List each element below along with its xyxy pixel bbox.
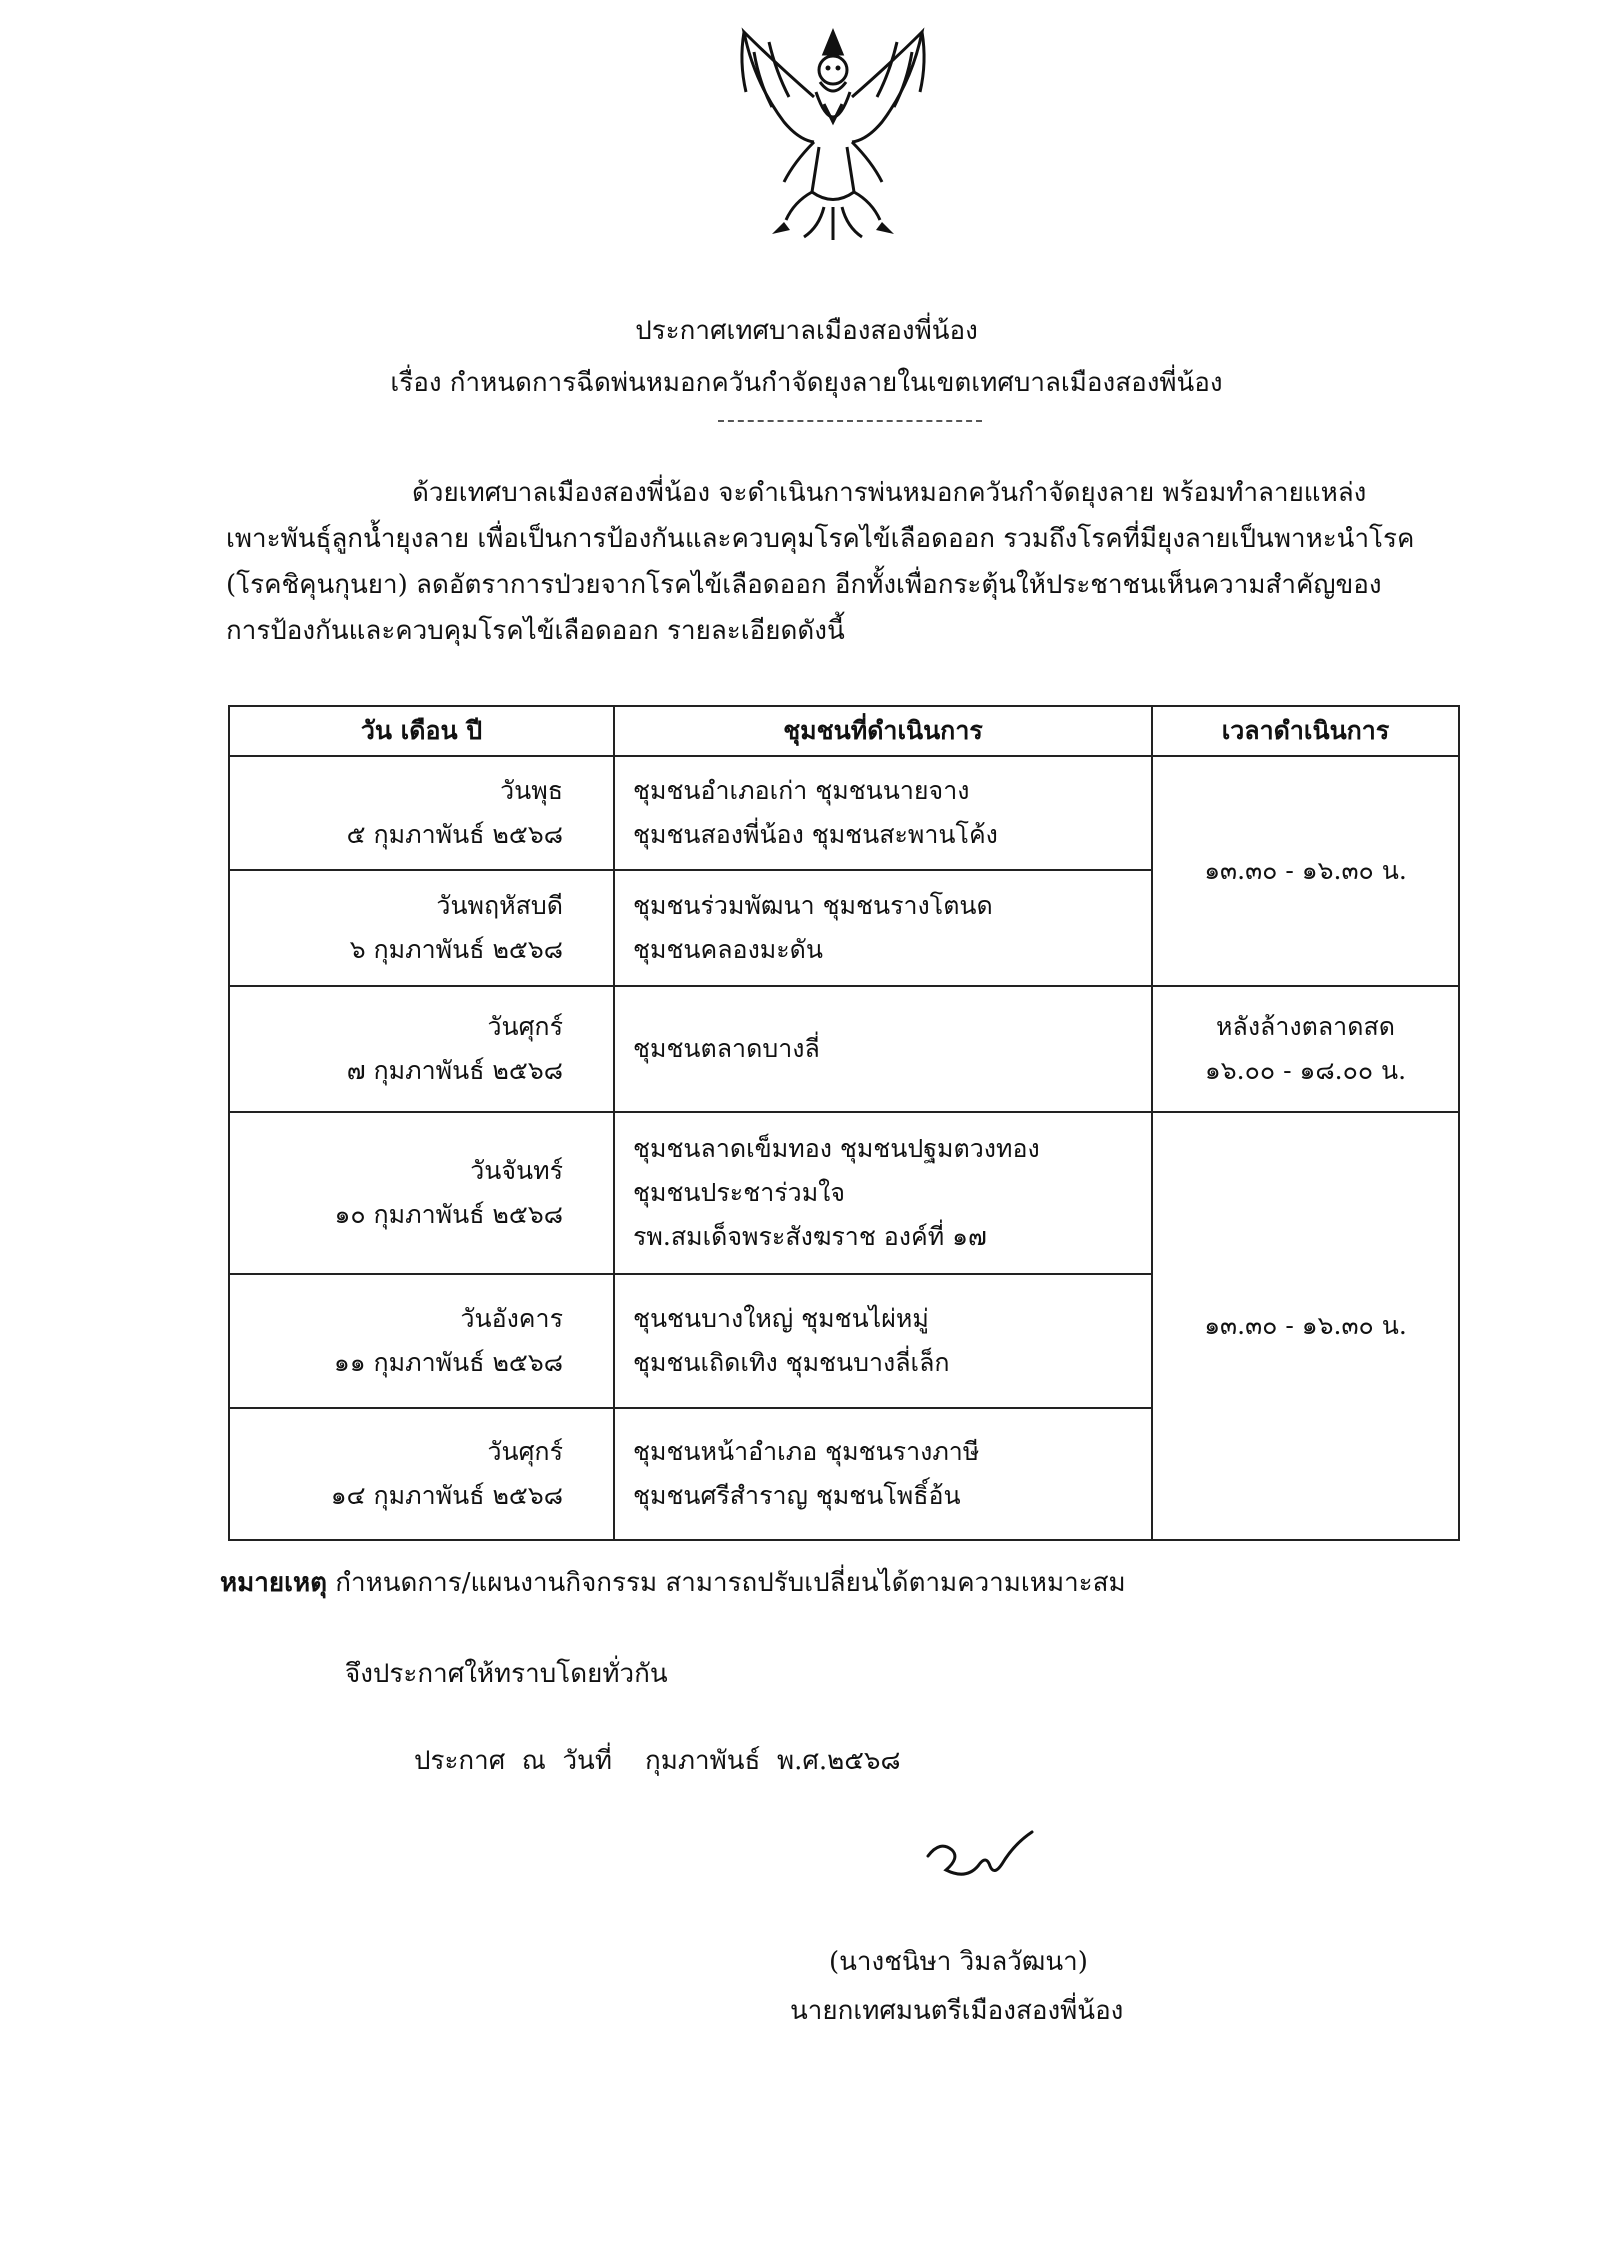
- community-line: ชุมชนลาดเข็มทอง ชุมชนปฐมตวงทอง: [633, 1134, 1040, 1163]
- body-line: (โรคชิคุนกุนยา) ลดอัตราการป่วยจากโรคไข้เลือดออก อีกทั้งเพื่อกระตุ้นให้ประชาชนเห็นความสำคัญของ: [226, 570, 1382, 600]
- day-name: วันศุกร์: [487, 1012, 563, 1041]
- community-line: ชุมชนอำเภอเก่า ชุมชนนายจาง: [633, 776, 970, 805]
- column-header-time: เวลาดำเนินการ: [1152, 706, 1459, 756]
- schedule-table: [228, 705, 1460, 1541]
- table-header-row: [229, 706, 1459, 756]
- community-cell: [614, 1408, 1152, 1540]
- date-cell: [229, 870, 614, 986]
- date-cell: [229, 986, 614, 1112]
- column-header-community: ชุมชนที่ดำเนินการ: [614, 706, 1152, 756]
- community-cell: [614, 986, 1152, 1112]
- announcement-subject: เรื่อง กำหนดการฉีดพ่นหมอกควันกำจัดยุงลายในเขตเทศบาลเมืองสองพี่น้อง: [390, 368, 1223, 398]
- announcement-title: ประกาศเทศบาลเมืองสองพี่น้อง: [635, 316, 978, 346]
- date-value: ๗ กุมภาพันธ์ ๒๕๖๘: [346, 1056, 563, 1085]
- time-value: ๑๓.๓๐ - ๑๖.๓๐ น.: [1204, 856, 1407, 885]
- community-cell: [614, 756, 1152, 870]
- signer-position: นายกเทศมนตรีเมืองสองพี่น้อง: [790, 1996, 1124, 2026]
- date-cell: [229, 1408, 614, 1540]
- community-line: ชุมชนคลองมะดัน: [633, 935, 824, 964]
- day-name: วันศุกร์: [487, 1437, 563, 1466]
- community-cell: [614, 870, 1152, 986]
- community-line: ชุมชนร่วมพัฒนา ชุมชนรางโตนด: [633, 891, 993, 920]
- day-name: วันพุธ: [500, 776, 563, 805]
- remark-text: กำหนดการ/แผนงานกิจกรรม สามารถปรับเปลี่ยนได้ตามความเหมาะสม: [327, 1568, 1126, 1598]
- date-cell: [229, 756, 614, 870]
- date-cell: [229, 1274, 614, 1408]
- date-value: ๕ กุมภาพันธ์ ๒๕๖๘: [346, 820, 563, 849]
- time-value: ๑๓.๓๐ - ๑๖.๓๐ น.: [1204, 1311, 1407, 1340]
- day-name: วันจันทร์: [470, 1156, 563, 1185]
- community-line: ชุมชนหน้าอำเภอ ชุมชนรางภาษี: [633, 1437, 980, 1466]
- community-line: รพ.สมเด็จพระสังฆราช องค์ที่ ๑๗: [633, 1222, 987, 1251]
- date-value: ๑๑ กุมภาพันธ์ ๒๕๖๘: [333, 1348, 563, 1377]
- community-line: ชุมชนศรีสำราญ ชุมชนโพธิ์อ้น: [633, 1481, 961, 1510]
- community-line: ชุมชนสองพี่น้อง ชุมชนสะพานโค้ง: [633, 820, 998, 849]
- community-line: ชุมชนตลาดบางลี่: [633, 1034, 820, 1063]
- community-line: ชุนชนบางใหญ่ ชุมชนไผ่หมู่: [633, 1304, 929, 1333]
- body-line: เพาะพันธุ์ลูกน้ำยุงลาย เพื่อเป็นการป้องกันและควบคุมโรคไข้เลือดออก รวมถึงโรคที่มียุงลายเป็นพาหะนำโรค: [226, 524, 1415, 554]
- community-cell: [614, 1274, 1152, 1408]
- time-value: ๑๖.๐๐ - ๑๘.๐๐ น.: [1204, 1056, 1407, 1085]
- remark-label: หมายเหตุ: [220, 1568, 328, 1598]
- date-cell: [229, 1112, 614, 1274]
- date-value: ๖ กุมภาพันธ์ ๒๕๖๘: [349, 935, 563, 964]
- day-name: วันพฤหัสบดี: [436, 891, 563, 920]
- time-cell: [1152, 1112, 1459, 1540]
- divider: [718, 420, 982, 422]
- table-row: [229, 986, 1459, 1112]
- body-line: การป้องกันและควบคุมโรคไข้เลือดออก รายละเอียดดังนี้: [226, 616, 845, 646]
- announcement-date: ประกาศ ณ วันที่ กุมภาพันธ์ พ.ศ.๒๕๖๘: [414, 1746, 901, 1776]
- signer-name: (นางชนิษา วิมลวัฒนา): [829, 1947, 1088, 1977]
- community-line: ชุมชนประชาร่วมใจ: [633, 1178, 846, 1207]
- body-line: ด้วยเทศบาลเมืองสองพี่น้อง จะดำเนินการพ่นหมอกควันกำจัดยุงลาย พร้อมทำลายแหล่ง: [412, 478, 1367, 508]
- table-row: [229, 756, 1459, 870]
- garuda-emblem-icon: [724, 22, 942, 244]
- community-line: ชุมชนเถิดเทิง ชุมชนบางลี่เล็ก: [633, 1348, 950, 1377]
- column-header-date: วัน เดือน ปี: [229, 706, 614, 756]
- handwritten-signature-icon: [920, 1826, 1040, 1896]
- day-name: วันอังคาร: [460, 1304, 563, 1333]
- time-cell: [1152, 986, 1459, 1112]
- closing-statement: จึงประกาศให้ทราบโดยทั่วกัน: [345, 1659, 668, 1689]
- date-value: ๑๔ กุมภาพันธ์ ๒๕๖๘: [330, 1481, 563, 1510]
- time-note: หลังล้างตลาดสด: [1216, 1012, 1395, 1041]
- remark: [220, 1562, 1126, 1603]
- community-cell: [614, 1112, 1152, 1274]
- time-cell: [1152, 756, 1459, 986]
- body-paragraph: [226, 470, 1471, 654]
- table-row: [229, 1112, 1459, 1274]
- date-value: ๑๐ กุมภาพันธ์ ๒๕๖๘: [334, 1200, 563, 1229]
